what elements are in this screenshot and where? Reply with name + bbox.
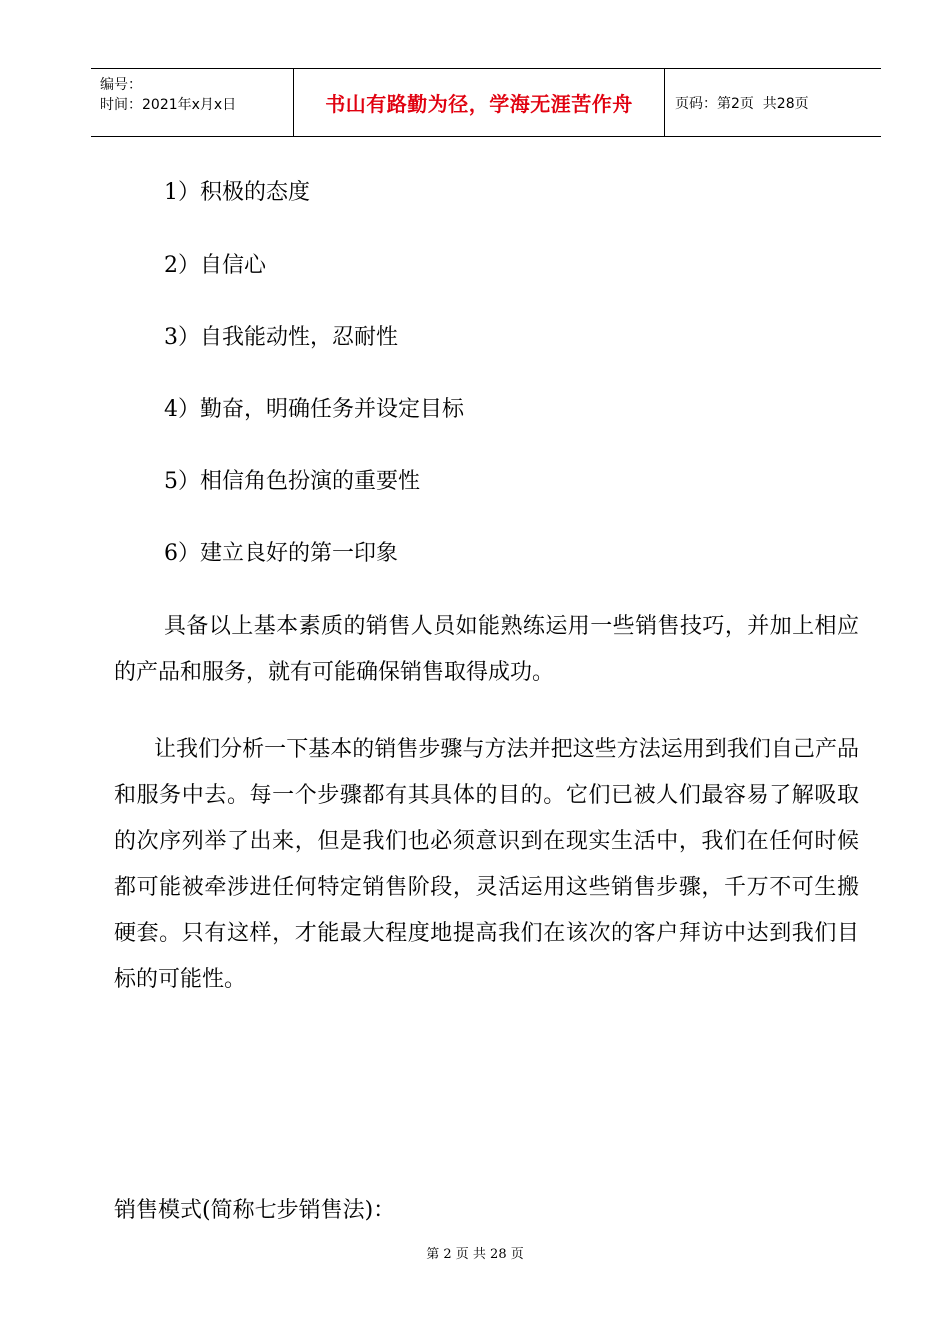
page-info-text: 页码：第2页 共28页: [675, 95, 809, 112]
paragraph-text: 具备以上基本素质的销售人员如能熟练运用一些销售技巧，并加上相应的产品和服务，就有可能确保销售取得成功。: [114, 614, 859, 685]
date-label: 时间：2021年x月x日: [100, 97, 237, 113]
list-item: 4）勤奋，明确任务并设定目标: [164, 397, 464, 422]
list-item: 2）自信心: [164, 253, 266, 278]
serial-number-label: 编号：: [100, 77, 142, 93]
list-item: 5）相信角色扮演的重要性: [164, 469, 420, 494]
page-header: [91, 68, 881, 137]
header-motto: [293, 69, 665, 136]
page-footer: [0, 1246, 950, 1264]
header-page-info: [665, 69, 881, 136]
list-item: 1）积极的态度: [164, 180, 310, 205]
header-meta: [91, 69, 293, 136]
list-item: 3）自我能动性，忍耐性: [164, 325, 398, 350]
list-item: 6）建立良好的第一印象: [164, 541, 398, 566]
motto-text: 书山有路勤为径，学海无涯苦作舟: [325, 92, 633, 116]
section-heading: 销售模式(简称七步销售法)：: [114, 1198, 396, 1223]
paragraph-steps: [114, 727, 859, 1003]
paragraph-summary: [114, 604, 859, 696]
paragraph-text: 让我们分析一下基本的销售步骤与方法并把这些方法运用到我们自己产品和服务中去。每一个步骤都有其具体的目的。它们已被人们最容易了解吸取的次序列举了出来，但是我们也必须意识到在现实生活中，我们在任何时候都可能被牵涉进任何特定销售阶段，灵活运用这些销售步骤，千万不可生搬硬套。只有这样，才能最大程度地提高我们在该次的客户拜访中达到我们目标的可能性。: [114, 737, 859, 992]
footer-page-number: 第 2 页 共 28 页: [426, 1247, 524, 1262]
